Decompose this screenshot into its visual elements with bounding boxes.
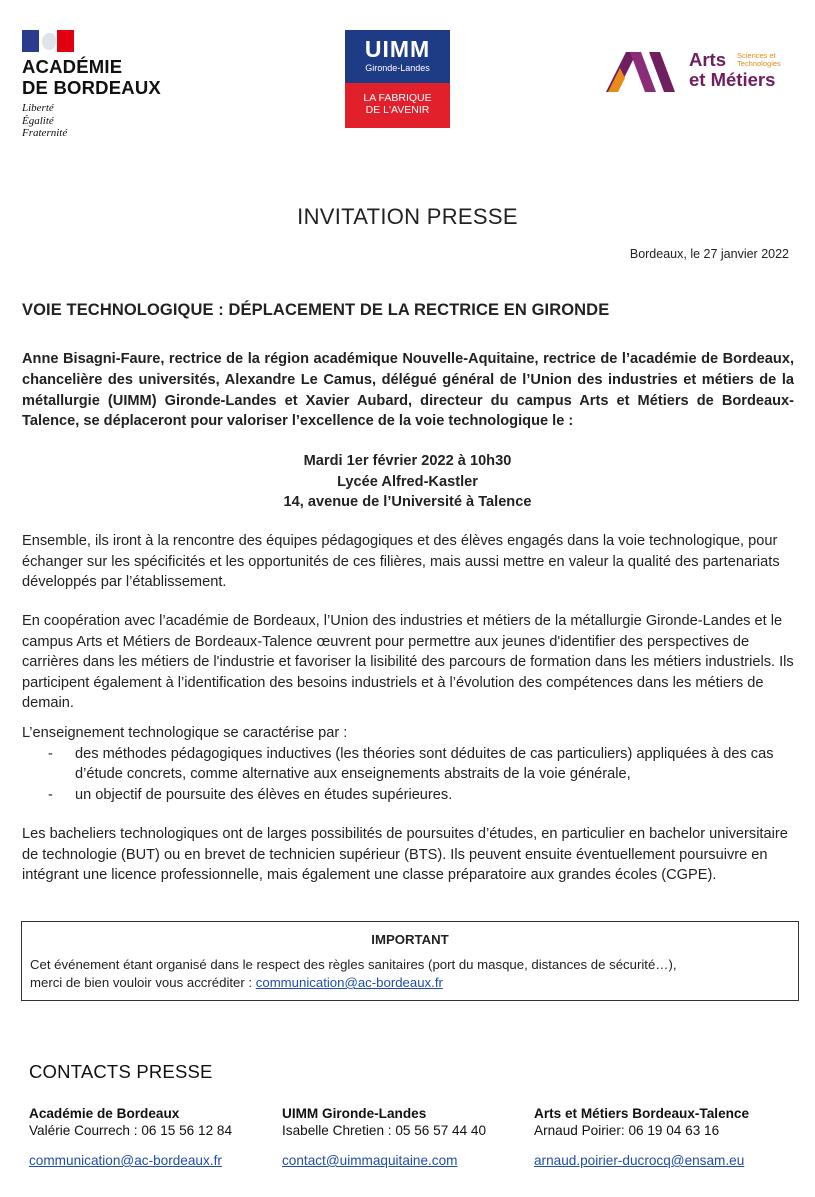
list-item: - un objectif de poursuite des élèves en études supérieures. [48, 786, 453, 803]
list-intro: L’enseignement technologique se caractérise par : [22, 725, 348, 741]
contact-academie [29, 1105, 233, 1168]
important-text: Cet événement étant organisé dans le respect des règles sanitaires (port du masque, distances de sécurité…), merci de bien vouloir vous accréditer : communication@ac-bordeaux.fr [30, 957, 677, 990]
event-date-time: Mardi 1er février 2022 à 10h30 [303, 453, 512, 469]
marianne-flag-icon [22, 30, 74, 52]
characteristics-section [22, 723, 797, 805]
page-title: INVITATION PRESSE [297, 204, 518, 229]
contact-email-link[interactable]: communication@ac-bordeaux.fr [29, 1153, 222, 1168]
event-address: 14, avenue de l’Université à Talence [283, 494, 532, 510]
contact-org: Académie de Bordeaux [29, 1106, 180, 1121]
uimm-logo: UIMM Gironde-Landes LA FABRIQUE DE L'AVENIR [345, 30, 450, 128]
lead-paragraph: Anne Bisagni-Faure, rectrice de la région académique Nouvelle-Aquitaine, rectrice de l’académie de Bordeaux, chancelière des universités, Alexandre Le Camus, délégué général de l’Union des industries et métiers de la métallurgie (UIMM) Gironde-Landes et Xavier Aubard, directeur du campus Arts et Métiers de Bordeaux-Talence, se déplaceront pour valoriser l’excellence de la voie technologique le : [22, 351, 794, 430]
important-notice-box [21, 921, 799, 1001]
contact-arts-et-metiers [534, 1105, 750, 1168]
arts-et-metiers-logo: Arts et Métiers Sciences et Technologies [606, 50, 806, 94]
contact-person: Valérie Courrech : 06 15 56 12 84 [29, 1123, 233, 1138]
contacts-title: CONTACTS PRESSE [29, 1061, 213, 1082]
academie-logo-title: ACADÉMIE DE BORDEAUX [22, 56, 161, 98]
body-paragraph: Ensemble, ils iront à la rencontre des équipes pédagogiques et des élèves engagés dans la voie technologique, pour échanger sur les spécificités et les opportunités de ces filières, mais aussi mettre en valeur la qualité des partenariats développés par l’établissement. [22, 533, 780, 590]
important-heading: IMPORTANT [371, 932, 449, 947]
contact-org: Arts et Métiers Bordeaux-Talence [534, 1106, 750, 1121]
academie-bordeaux-logo [22, 30, 182, 140]
accreditation-email-link[interactable]: communication@ac-bordeaux.fr [255, 975, 443, 990]
contact-email-link[interactable]: arnaud.poirier-ducrocq@ensam.eu [534, 1153, 745, 1168]
body-paragraph: En coopération avec l’académie de Bordeaux, l’Union des industries et métiers de la métallurgie Gironde-Landes et le campus Arts et Métiers de Bordeaux-Talence œuvrent pour permettre aux jeunes d'identifier des perspectives de carrières dans les métiers de l'industrie et favoriser la lisibilité des parcours de formation dans les métiers industriels. Ils participent également à l’identification des besoins industriels et à l’évolution des compétences dans les métiers de demain. [22, 613, 794, 711]
contact-person: Isabelle Chretien : 05 56 57 44 40 [282, 1123, 487, 1138]
contact-org: UIMM Gironde-Landes [282, 1106, 427, 1121]
republic-motto: Liberté Égalité Fraternité [22, 102, 68, 139]
event-venue: Lycée Alfred-Kastler [337, 473, 478, 490]
contact-email-link[interactable]: contact@uimmaquitaine.com [282, 1153, 458, 1168]
headline: VOIE TECHNOLOGIQUE : DÉPLACEMENT DE LA RECTRICE EN GIRONDE [22, 301, 610, 319]
characteristics-list [22, 744, 797, 806]
contact-person: Arnaud Poirier: 06 19 04 63 16 [534, 1123, 720, 1138]
list-item: - des méthodes pédagogiques inductives (les théories sont déduites de cas particuliers) appliquées à des cas d’étude concrets, comme alternative aux enseignements abstraits de la voie générale, [48, 745, 774, 782]
contact-uimm [282, 1105, 487, 1168]
event-details [0, 451, 815, 513]
arts-et-metiers-mark-icon [606, 50, 682, 94]
body-paragraph: Les bacheliers technologiques ont de larges possibilités de poursuites d’études, en particulier en bachelor universitaire de technologie (BUT) ou en brevet de technicien supérieur (BTS). Ils peuvent ensuite éventuellement poursuivre en intégrant une licence professionnelle, mais également une classe préparatoire aux grandes écoles (CGPE). [22, 826, 788, 883]
document-date: Bordeaux, le 27 janvier 2022 [629, 247, 789, 261]
